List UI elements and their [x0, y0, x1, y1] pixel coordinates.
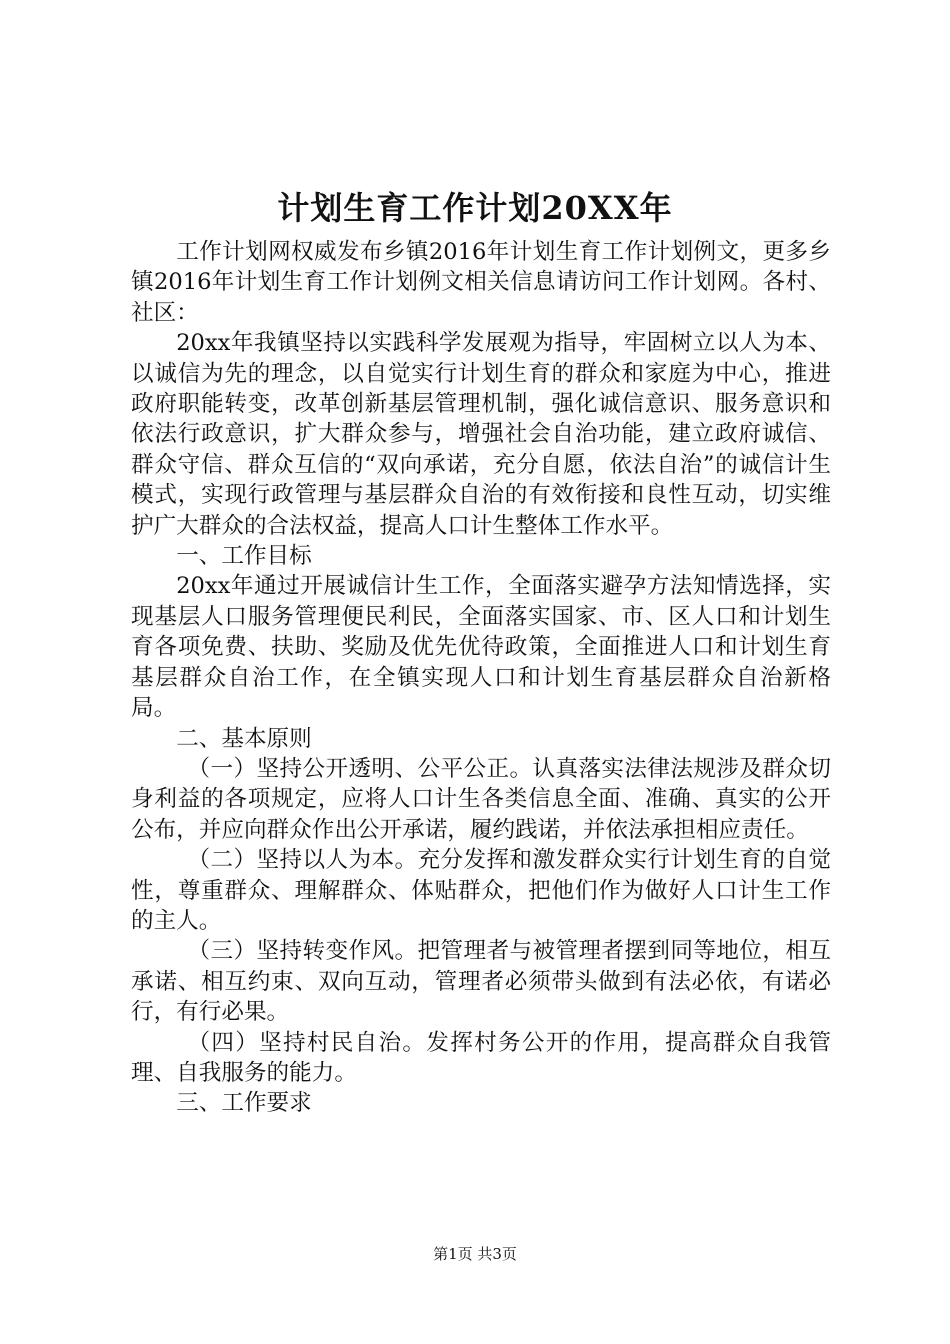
- page-footer: 第1页 共3页: [433, 1245, 517, 1263]
- document-body: [131, 237, 831, 1119]
- paragraph-principle-3: （三）坚持转变作风。把管理者与被管理者摆到同等地位，相互承诺、相互约束、双向互动，管理者必须带头做到有法必依，有诺必行，有行必果。: [131, 938, 831, 1026]
- paragraph-intro: 工作计划网权威发布乡镇2016年计划生育工作计划例文，更多乡镇2016年计划生育工作计划例文相关信息请访问工作计划网。各村、社区：: [131, 239, 831, 326]
- document-title: 计划生育工作计划20XX年: [277, 189, 673, 227]
- paragraph-principle-2: （二）坚持以人为本。充分发挥和激发群众实行计划生育的自觉性，尊重群众、理解群众、体贴群众，把他们作为做好人口计生工作的主人。: [131, 847, 831, 934]
- paragraph-principle-1: （一）坚持公开透明、公平公正。认真落实法律法规涉及群众切身利益的各项规定，应将人口计生各类信息全面、准确、真实的公开公布，并应向群众作出公开承诺，履约践诺，并依法承担相应责任。: [131, 755, 831, 843]
- paragraph-overview: 20xx年我镇坚持以实践科学发展观为指导，牢固树立以人为本、以诚信为先的理念，以自觉实行计划生育的群众和家庭为中心，推进政府职能转变，改革创新基层管理机制，强化诚信意识、服务意识和依法行政意识，扩大群众参与，增强社会自治功能，建立政府诚信、群众守信、群众互信的“双向承诺，充分自愿，依法自治”的诚信计生模式，实现行政管理与基层群众自治的有效衔接和良性互动，切实维护广大群众的合法权益，提高人口计生整体工作水平。: [131, 330, 831, 539]
- section-heading-goals: 一、工作目标: [176, 543, 312, 570]
- paragraph-goals: 20xx年通过开展诚信计生工作，全面落实避孕方法知情选择，实现基层人口服务管理便民利民，全面落实国家、市、区人口和计划生育各项免费、扶助、奖励及优先优待政策，全面推进人口和计划生育基层群众自治工作，在全镇实现人口和计划生育基层群众自治新格局。: [131, 573, 831, 722]
- section-heading-principles: 二、基本原则: [176, 725, 312, 752]
- section-heading-requirements: 三、工作要求: [176, 1090, 312, 1117]
- paragraph-principle-4: （四）坚持村民自治。发挥村务公开的作用，提高群众自我管理、自我服务的能力。: [131, 1029, 831, 1086]
